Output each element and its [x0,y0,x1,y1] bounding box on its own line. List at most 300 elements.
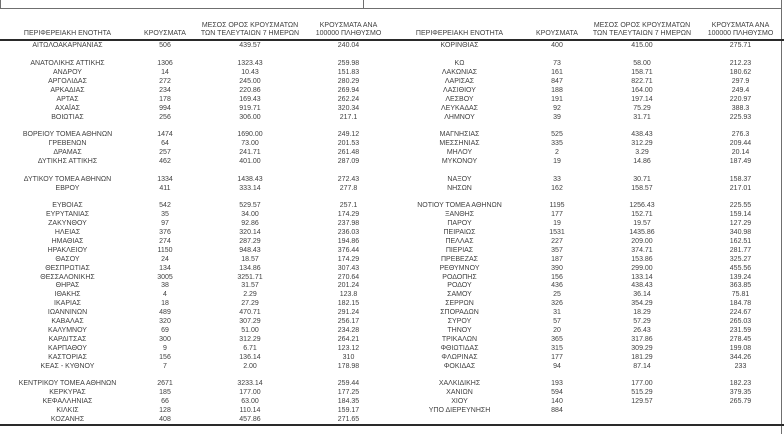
table-row [392,353,784,362]
region-cell: ΚΩ [454,60,465,68]
region-cell: ΥΠΟ ΔΙΕΡΕΥΝΗΣΗ [428,406,491,414]
avg-7day-cell: 2.29 [243,291,257,299]
table-row [392,309,784,318]
per-100k-cell: 225.93 [729,113,752,121]
per-100k-cell: 388.3 [731,104,750,112]
region-cell: ΗΜΑΘΙΑΣ [51,238,84,246]
table-row [0,158,392,167]
table-row [0,69,392,78]
spacer-row [392,166,784,175]
table-row [392,335,784,344]
region-cell: ΣΑΜΟΥ [447,291,472,299]
cases-cell: 18 [161,300,169,308]
cases-cell: 1306 [157,60,173,68]
region-cell: ΚΕΑΣ - ΚΥΘΝΟΥ [40,362,95,370]
table-row [0,104,392,113]
region-cell: ΕΒΡΟΥ [55,184,80,192]
avg-7day-cell: 87.14 [633,362,651,370]
per-100k-cell: 249.12 [337,131,360,139]
cases-cell: 365 [551,335,563,343]
per-100k-cell: 276.3 [731,131,750,139]
column-header-avg-7day: ΜΕΣΟΣ ΟΡΟΣ ΚΡΟΥΣΜΑΤΩΝ ΤΩΝ ΤΕΛΕΥΤΑΙΩΝ 7 ΗΜΕΡΩΝ [592,22,692,37]
avg-7day-cell: 6.71 [243,344,257,352]
avg-7day-cell: 919.71 [239,104,261,112]
region-cell: ΠΕΙΡΑΙΩΣ [443,229,476,237]
cases-cell: 335 [551,140,563,148]
per-100k-cell: 123.8 [339,291,358,299]
per-100k-cell: 307.43 [337,264,360,272]
avg-7day-cell: 220.86 [239,86,261,94]
region-cell: ΗΡΑΚΛΕΙΟΥ [47,246,88,254]
cases-cell: 57 [553,318,561,326]
region-cell: ΑΧΑΪΑΣ [55,104,80,112]
avg-7day-cell: 1256.43 [629,202,655,210]
avg-7day-cell: 30.71 [633,175,651,183]
per-100k-cell: 265.79 [729,398,752,406]
per-100k-cell: 269.94 [337,86,360,94]
cases-cell: 411 [159,184,171,192]
table-row [0,140,392,149]
avg-7day-cell: 34.00 [241,211,259,219]
avg-7day-cell: 18.57 [241,255,259,263]
region-cell: ΚΕΝΤΡΙΚΟΥ ΤΟΜΕΑ ΑΘΗΝΩΝ [18,380,117,388]
cases-cell: 1531 [549,229,565,237]
avg-7day-cell: 245.00 [239,78,261,85]
table-row [392,158,784,167]
cases-cell: 14 [161,69,169,77]
table-row [392,86,784,95]
avg-7day-cell: 136.14 [239,353,261,361]
per-100k-cell: 177.25 [337,389,360,397]
region-cell: ΠΑΡΟΥ [447,220,472,228]
region-cell: ΧΑΛΚΙΔΙΚΗΣ [438,380,481,388]
table-row [392,389,784,398]
region-cell: ΚΙΛΚΙΣ [56,406,79,414]
right-table-header [392,8,784,41]
region-cell: ΡΟΔΟΠΗΣ [442,273,477,281]
avg-7day-cell: 92.86 [241,220,259,228]
cases-cell: 489 [159,309,171,317]
avg-7day-cell: 110.14 [239,406,261,414]
region-cell: ΚΕΡΚΥΡΑΣ [49,389,86,397]
table-row [0,353,392,362]
avg-7day-cell: 31.71 [633,113,651,121]
table-row [0,389,392,398]
per-100k-cell: 184.78 [729,300,752,308]
region-cell: ΞΑΝΘΗΣ [444,211,475,219]
right-table-body [392,41,784,426]
cases-cell: 185 [159,389,171,397]
avg-7day-cell: 3.29 [635,149,649,157]
table-row [0,255,392,264]
region-cell: ΑΝΑΤΟΛΙΚΗΣ ΑΤΤΙΚΗΣ [30,60,105,68]
table-row [0,264,392,273]
table-row [0,327,392,336]
region-cell: ΓΡΕΒΕΝΩΝ [48,140,87,148]
cases-cell: 64 [161,140,169,148]
table-row [392,407,784,416]
avg-7day-cell: 164.00 [631,86,653,94]
cases-cell: 193 [551,380,563,388]
avg-7day-cell: 287.29 [239,238,261,246]
table-row [0,362,392,371]
avg-7day-cell: 75.29 [633,104,651,112]
per-100k-cell: 233 [734,362,747,370]
table-row [0,300,392,309]
table-row [0,318,392,327]
cases-cell: 7 [163,362,167,370]
region-cell: ΡΕΘΥΜΝΟΥ [439,264,480,272]
table-row [392,140,784,149]
cases-cell: 408 [159,415,171,423]
region-cell: ΚΟΡΙΝΘΙΑΣ [440,42,479,50]
cases-cell: 400 [551,42,563,50]
region-cell: ΒΟΡΕΙΟΥ ΤΟΜΕΑ ΑΘΗΝΩΝ [22,131,113,139]
cases-cell: 156 [551,273,563,281]
avg-7day-cell: 299.00 [631,264,653,272]
column-header-per-100k: ΚΡΟΥΣΜΑΤΑ ΑΝΑ 100000 ΠΛΗΘΥΣΜΟ [315,22,382,37]
cases-cell: 73 [553,60,561,68]
table-row [0,78,392,87]
cases-cell: 33 [553,175,561,183]
region-cell: ΚΑΛΥΜΝΟΥ [48,326,87,334]
per-100k-cell: 237.98 [337,220,360,228]
cases-cell: 24 [161,255,169,263]
table-row [392,380,784,389]
cases-cell: 35 [161,211,169,219]
table-row [392,264,784,273]
region-cell: ΜΕΣΣΗΝΙΑΣ [439,140,480,148]
avg-7day-cell: 27.29 [241,300,259,308]
avg-7day-cell: 3251.71 [237,273,263,281]
per-100k-cell: 174.29 [337,211,360,219]
table-row [0,398,392,407]
region-cell: ΙΩΑΝΝΙΝΩΝ [47,309,88,317]
cases-cell: 1195 [549,202,565,210]
region-cell: ΚΑΒΑΛΑΣ [51,318,84,326]
column-header-avg-7day: ΜΕΣΟΣ ΟΡΟΣ ΚΡΟΥΣΜΑΤΩΝ ΤΩΝ ΤΕΛΕΥΤΑΙΩΝ 7 ΗΜΕΡΩΝ [200,22,300,37]
avg-7day-cell: 177.00 [631,380,653,388]
per-100k-cell: 212.23 [729,60,752,68]
per-100k-cell: 297.9 [731,78,750,85]
table-row [392,69,784,78]
cases-cell: 25 [553,291,561,299]
avg-7day-cell: 134.86 [239,264,261,272]
cases-cell: 9 [163,344,167,352]
region-cell: ΚΟΖΑΝΗΣ [50,415,85,423]
per-100k-cell: 182.23 [729,380,752,388]
avg-7day-cell: 158.71 [631,69,653,77]
per-100k-cell: 259.44 [337,380,360,388]
per-100k-cell: 159.17 [337,406,360,414]
avg-7day-cell: 153.86 [631,255,653,263]
avg-7day-cell: 73.00 [241,140,259,148]
table-row [0,131,392,140]
region-cell: ΝΗΣΩΝ [447,184,472,192]
table-row [392,255,784,264]
avg-7day-cell: 26.43 [633,326,651,334]
cases-cell: 847 [551,78,563,85]
avg-7day-cell: 312.29 [239,335,261,343]
table-row [0,211,392,220]
table-row [0,113,392,122]
per-100k-cell: 224.67 [729,309,752,317]
cases-cell: 191 [551,95,563,103]
per-100k-cell: 184.35 [337,398,360,406]
table-row [0,86,392,95]
region-cell: ΑΡΚΑΔΙΑΣ [50,86,85,94]
avg-7day-cell: 948.43 [239,246,261,254]
table-row [0,238,392,247]
avg-7day-cell: 14.86 [633,158,651,166]
table-row [392,113,784,122]
region-cell: ΠΕΛΛΑΣ [445,238,474,246]
per-100k-cell: 178.98 [337,362,360,370]
per-100k-cell: 217.01 [729,184,752,192]
per-100k-cell: 281.77 [729,246,752,254]
spacer-row [392,415,784,424]
cases-cell: 187 [551,255,563,263]
per-100k-cell: 256.17 [337,318,360,326]
cases-cell: 594 [551,389,563,397]
table-row [0,60,392,69]
region-cell: ΣΠΟΡΑΔΩΝ [440,309,479,317]
cases-cell: 234 [159,86,171,94]
per-100k-cell: 159.14 [729,211,752,219]
table-row [0,335,392,344]
region-cell: ΠΙΕΡΙΑΣ [445,246,474,254]
cases-cell: 320 [159,318,171,326]
region-cell: ΣΕΡΡΩΝ [445,300,474,308]
cases-cell: 357 [551,246,563,254]
table-row [392,398,784,407]
table-row [392,238,784,247]
cases-cell: 2 [555,149,559,157]
region-cell: ΝΑΞΟΥ [447,175,472,183]
avg-7day-cell: 1435.86 [629,229,655,237]
per-100k-cell: 291.24 [337,309,360,317]
cases-cell: 128 [159,406,171,414]
region-cell: ΔΡΑΜΑΣ [53,149,82,157]
per-100k-cell: 201.53 [337,140,360,148]
cases-cell: 376 [159,229,171,237]
per-100k-cell: 344.26 [729,353,752,361]
table-row [392,362,784,371]
avg-7day-cell: 152.71 [631,211,653,219]
per-100k-cell: 325.27 [729,255,752,263]
region-cell: ΗΛΕΙΑΣ [54,229,81,237]
table-row [392,175,784,184]
spacer-row [0,51,392,60]
table-row [0,202,392,211]
cases-cell: 2671 [157,380,173,388]
avg-7day-cell: 181.29 [631,353,653,361]
table-row [392,246,784,255]
table-row [0,175,392,184]
left-table-body [0,41,392,426]
region-cell: ΘΑΣΟΥ [55,255,80,263]
cases-cell: 462 [159,158,171,166]
cases-cell: 884 [551,406,563,414]
cases-cell: 94 [553,362,561,370]
cases-cell: 97 [161,220,169,228]
avg-7day-cell: 438.43 [631,282,653,290]
avg-7day-cell: 470.71 [239,309,261,317]
table-row [0,184,392,193]
table-row [392,202,784,211]
cases-cell: 20 [553,326,561,334]
region-cell: ΚΑΡΔΙΤΣΑΣ [48,335,87,343]
per-100k-cell: 280.29 [337,78,360,85]
cases-cell: 39 [553,113,561,121]
table-row [0,282,392,291]
table-row [392,149,784,158]
region-cell: ΖΑΚΥΝΘΟΥ [48,220,87,228]
table-row [0,344,392,353]
table-row [0,149,392,158]
per-100k-cell: 151.83 [337,69,360,77]
cases-cell: 994 [159,104,171,112]
per-100k-cell: 180.62 [729,69,752,77]
region-cell: ΠΡΕΒΕΖΑΣ [440,255,478,263]
table-row [0,309,392,318]
per-100k-cell: 231.59 [729,326,752,334]
per-100k-cell: 262.24 [337,95,360,103]
region-cell: ΜΥΚΟΝΟΥ [441,158,478,166]
table-row [392,300,784,309]
per-100k-cell: 265.03 [729,318,752,326]
avg-7day-cell: 515.29 [631,389,653,397]
region-cell: ΛΑΡΙΣΑΣ [444,78,475,85]
per-100k-cell: 310 [342,353,355,361]
per-100k-cell: 123.12 [337,344,360,352]
table-row [392,220,784,229]
avg-7day-cell: 822.71 [631,78,653,85]
cases-cell: 19 [553,220,561,228]
spacer-row [392,51,784,60]
region-cell: ΕΥΡΥΤΑΝΙΑΣ [45,211,90,219]
avg-7day-cell: 439.57 [239,42,261,50]
per-100k-cell: 272.43 [337,175,360,183]
cases-cell: 315 [551,344,563,352]
avg-7day-cell: 19.57 [633,220,651,228]
cases-cell: 436 [551,282,563,290]
cases-cell: 162 [551,184,563,192]
cases-cell: 1150 [157,246,173,254]
spacer-row [392,122,784,131]
table-row [392,273,784,282]
per-100k-cell: 249.4 [731,86,750,94]
column-header-cases: ΚΡΟΥΣΜΑΤΑ [144,30,186,37]
region-cell: ΔΥΤΙΚΗΣ ΑΤΤΙΚΗΣ [37,158,98,166]
table-row [392,327,784,336]
per-100k-cell: 199.08 [729,344,752,352]
avg-7day-cell: 158.57 [631,184,653,192]
table-row [0,380,392,389]
region-cell: ΛΑΚΩΝΙΑΣ [441,69,478,77]
table-row [0,407,392,416]
table-row [392,95,784,104]
cases-cell: 525 [551,131,563,139]
region-cell: ΣΥΡΟΥ [447,318,472,326]
spacer-row [392,193,784,202]
avg-7day-cell: 401.00 [239,158,261,166]
per-100k-cell: 455.56 [729,264,752,272]
cases-cell: 300 [159,335,171,343]
region-cell: ΕΥΒΟΙΑΣ [52,202,83,210]
per-100k-cell: 340.98 [729,229,752,237]
table-row [392,131,784,140]
per-100k-cell: 217.1 [339,113,358,121]
region-cell: ΚΑΡΠΑΘΟΥ [48,344,87,352]
avg-7day-cell: 438.43 [631,131,653,139]
cases-cell: 4 [163,291,167,299]
per-100k-cell: 379.35 [729,389,752,397]
table-row [392,184,784,193]
region-cell: ΧΑΝΙΩΝ [446,389,473,397]
avg-7day-cell: 18.29 [633,309,651,317]
per-100k-cell: 376.44 [337,246,360,254]
avg-7day-cell: 309.29 [631,344,653,352]
region-cell: ΤΡΙΚΑΛΩΝ [441,335,478,343]
cases-cell: 3005 [157,273,173,281]
per-100k-cell: 287.09 [337,158,360,166]
avg-7day-cell: 1323.43 [237,60,263,68]
cases-cell: 134 [159,264,171,272]
table-row [392,344,784,353]
per-100k-cell: 270.64 [337,273,360,281]
cases-cell: 31 [553,309,561,317]
cases-cell: 390 [551,264,563,272]
cases-cell: 177 [551,211,563,219]
avg-7day-cell: 3233.14 [237,380,263,388]
avg-7day-cell: 320.14 [239,229,261,237]
avg-7day-cell: 529.57 [239,202,261,210]
per-100k-cell: 127.29 [729,220,752,228]
table-row [392,104,784,113]
table-row [0,229,392,238]
region-cell: ΘΗΡΑΣ [55,282,80,290]
per-100k-cell: 209.44 [729,140,752,148]
per-100k-cell: 257.1 [339,202,358,210]
table-row [392,318,784,327]
per-100k-cell: 277.8 [339,184,358,192]
avg-7day-cell: 133.14 [631,273,653,281]
per-100k-cell: 220.97 [729,95,752,103]
cases-cell: 257 [159,149,171,157]
cases-cell: 326 [551,300,563,308]
region-cell: ΦΛΩΡΙΝΑΣ [441,353,478,361]
table-row [392,60,784,69]
spacer-row [392,371,784,380]
per-100k-cell: 271.65 [337,415,360,423]
cases-cell: 1334 [157,175,173,183]
region-cell: ΑΝΔΡΟΥ [53,69,82,77]
avg-7day-cell: 31.57 [241,282,259,290]
table-row [392,282,784,291]
avg-7day-cell: 51.00 [241,326,259,334]
region-cell: ΛΕΥΚΑΔΑΣ [440,104,479,112]
region-cell: ΙΚΑΡΙΑΣ [54,300,81,308]
per-100k-cell: 194.86 [337,238,360,246]
cases-cell: 156 [159,353,171,361]
region-cell: ΑΡΓΟΛΙΔΑΣ [48,78,87,85]
region-cell: ΤΗΝΟΥ [447,326,472,334]
avg-7day-cell: 312.29 [631,140,653,148]
table-row [392,42,784,51]
region-cell: ΛΑΣΙΘΙΟΥ [443,86,476,94]
avg-7day-cell: 333.14 [239,184,261,192]
